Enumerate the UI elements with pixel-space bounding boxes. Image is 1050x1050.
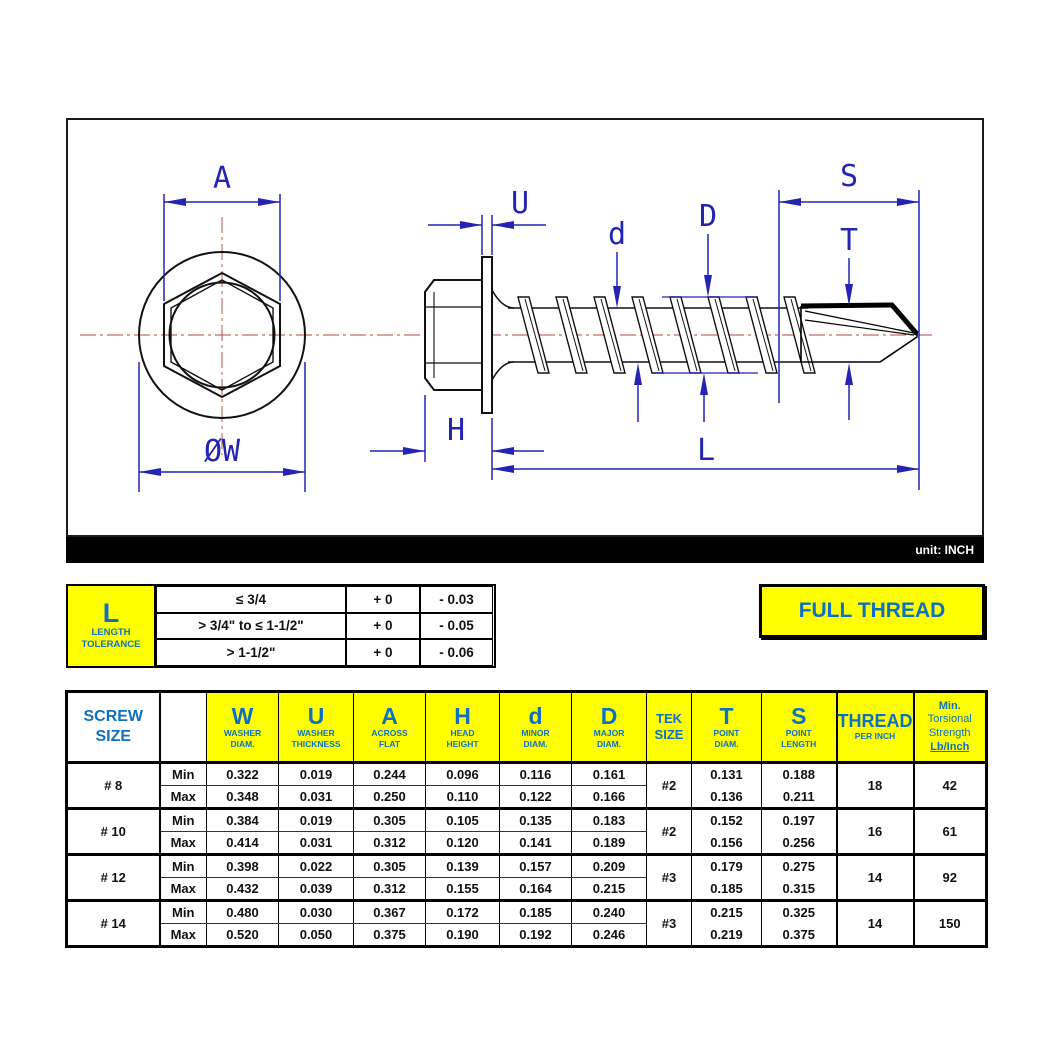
tolerance-letter: L	[102, 597, 120, 628]
value-u-min: 0.022	[279, 855, 354, 878]
value-t-min: 0.152	[692, 809, 762, 832]
spec-row-14-min	[67, 901, 987, 924]
tek-size: #2	[647, 763, 692, 809]
value-dmajor-max: 0.246	[572, 924, 647, 947]
value-t-max: 0.136	[692, 786, 762, 809]
value-u-min: 0.019	[279, 763, 354, 786]
label-point-diameter: T	[839, 223, 859, 258]
drill-point	[801, 305, 917, 362]
label-washer-thickness: U	[510, 186, 530, 221]
value-dminor-max: 0.122	[500, 786, 572, 809]
tolerance-plus: + 0	[346, 639, 420, 666]
value-s-min: 0.275	[762, 855, 837, 878]
spec-table-wrap	[65, 690, 988, 948]
length-tolerance-table	[66, 584, 496, 668]
value-a-min: 0.305	[354, 855, 426, 878]
screw-dimension-diagram	[68, 120, 982, 535]
value-h-min: 0.139	[426, 855, 500, 878]
value-s-min: 0.197	[762, 809, 837, 832]
header-point-diam: T POINT DIAM.	[692, 692, 762, 763]
torsional-strength: 92	[914, 855, 987, 901]
value-a-max: 0.312	[354, 878, 426, 901]
value-w-max: 0.414	[207, 832, 279, 855]
value-h-max: 0.190	[426, 924, 500, 947]
value-t-min: 0.215	[692, 901, 762, 924]
value-t-max: 0.219	[692, 924, 762, 947]
spec-row-10-min	[67, 809, 987, 832]
screw-size: # 10	[67, 809, 160, 855]
value-s-min: 0.325	[762, 901, 837, 924]
spec-header-row	[67, 692, 987, 763]
value-s-max: 0.375	[762, 924, 837, 947]
value-u-max: 0.039	[279, 878, 354, 901]
value-u-max: 0.031	[279, 832, 354, 855]
header-washer-diam: W WASHER DIAM.	[207, 692, 279, 763]
value-t-min: 0.131	[692, 763, 762, 786]
tolerance-minus: - 0.03	[420, 586, 493, 613]
screw-size: # 14	[67, 901, 160, 947]
header-minor-diam: d MINOR DIAM.	[500, 692, 572, 763]
tolerance-minus: - 0.06	[420, 639, 493, 666]
value-h-max: 0.110	[426, 786, 500, 809]
value-w-max: 0.348	[207, 786, 279, 809]
tolerance-caption-2: TOLERANCE	[81, 639, 141, 651]
value-dmajor-min: 0.161	[572, 763, 647, 786]
value-u-min: 0.030	[279, 901, 354, 924]
value-a-max: 0.375	[354, 924, 426, 947]
value-dminor-min: 0.135	[500, 809, 572, 832]
value-t-max: 0.156	[692, 832, 762, 855]
header-thread-per-inch: THREAD PER INCH	[837, 692, 914, 763]
tolerance-caption-1: LENGTH	[91, 626, 131, 638]
tek-size: #3	[647, 901, 692, 947]
value-t-max: 0.185	[692, 878, 762, 901]
value-w-min: 0.384	[207, 809, 279, 832]
tolerance-range: > 3/4" to ≤ 1-1/2"	[156, 613, 346, 640]
value-dminor-min: 0.185	[500, 901, 572, 924]
value-h-min: 0.172	[426, 901, 500, 924]
torsional-strength: 42	[914, 763, 987, 809]
value-u-min: 0.019	[279, 809, 354, 832]
value-a-min: 0.305	[354, 809, 426, 832]
value-s-max: 0.256	[762, 832, 837, 855]
value-u-max: 0.050	[279, 924, 354, 947]
header-minmax-gap	[160, 692, 207, 763]
max-label: Max	[160, 924, 207, 947]
max-label: Max	[160, 832, 207, 855]
screw-size: # 12	[67, 855, 160, 901]
tek-size: #3	[647, 855, 692, 901]
header-tek-size: TEK SIZE	[647, 692, 692, 763]
screw-size: # 8	[67, 763, 160, 809]
value-h-max: 0.155	[426, 878, 500, 901]
value-dminor-max: 0.141	[500, 832, 572, 855]
max-label: Max	[160, 786, 207, 809]
min-label: Min	[160, 901, 207, 924]
label-overall-length: L	[696, 433, 716, 468]
header-point-length: S POINT LENGTH	[762, 692, 837, 763]
value-a-max: 0.250	[354, 786, 426, 809]
spec-row-12-min	[67, 855, 987, 878]
value-w-min: 0.398	[207, 855, 279, 878]
thread-per-inch: 14	[837, 855, 914, 901]
header-screw-size: SCREW SIZE	[67, 692, 160, 763]
header-major-diam: D MAJOR DIAM.	[572, 692, 647, 763]
header-torsional-strength: Min. Torsional Strength Lb/Inch	[914, 692, 987, 763]
value-w-min: 0.322	[207, 763, 279, 786]
label-across-flat: A	[212, 161, 232, 196]
label-point-length: S	[839, 159, 859, 194]
value-s-min: 0.188	[762, 763, 837, 786]
header-head-height: H HEAD HEIGHT	[426, 692, 500, 763]
max-label: Max	[160, 878, 207, 901]
value-dminor-max: 0.192	[500, 924, 572, 947]
value-dminor-min: 0.157	[500, 855, 572, 878]
value-dmajor-max: 0.215	[572, 878, 647, 901]
unit-bar: unit: INCH	[66, 537, 984, 563]
torsional-strength: 150	[914, 901, 987, 947]
value-w-min: 0.480	[207, 901, 279, 924]
tolerance-range: > 1-1/2"	[156, 639, 346, 666]
torsional-strength: 61	[914, 809, 987, 855]
value-dmajor-max: 0.166	[572, 786, 647, 809]
label-head-height: H	[446, 413, 466, 448]
value-h-min: 0.096	[426, 763, 500, 786]
value-w-max: 0.432	[207, 878, 279, 901]
label-major-diameter: D	[698, 199, 718, 234]
thread-per-inch: 16	[837, 809, 914, 855]
value-dmajor-max: 0.189	[572, 832, 647, 855]
value-h-min: 0.105	[426, 809, 500, 832]
value-s-max: 0.315	[762, 878, 837, 901]
value-a-min: 0.367	[354, 901, 426, 924]
min-label: Min	[160, 809, 207, 832]
header-across-flat: A ACROSS FLAT	[354, 692, 426, 763]
value-u-max: 0.031	[279, 786, 354, 809]
min-label: Min	[160, 855, 207, 878]
tek-size: #2	[647, 809, 692, 855]
technical-drawing	[66, 118, 984, 537]
length-tolerance-header	[68, 586, 156, 666]
full-thread-badge: FULL THREAD	[759, 584, 985, 638]
spec-table	[65, 690, 988, 948]
value-w-max: 0.520	[207, 924, 279, 947]
thread-per-inch: 14	[837, 901, 914, 947]
value-a-max: 0.312	[354, 832, 426, 855]
header-washer-thickness: U WASHER THICKNESS	[279, 692, 354, 763]
value-h-max: 0.120	[426, 832, 500, 855]
thread-per-inch: 18	[837, 763, 914, 809]
value-dminor-max: 0.164	[500, 878, 572, 901]
value-dminor-min: 0.116	[500, 763, 572, 786]
min-label: Min	[160, 763, 207, 786]
value-t-min: 0.179	[692, 855, 762, 878]
value-dmajor-min: 0.183	[572, 809, 647, 832]
label-washer-diameter: ØW	[203, 434, 241, 469]
spec-row-8-min	[67, 763, 987, 786]
value-s-max: 0.211	[762, 786, 837, 809]
value-a-min: 0.244	[354, 763, 426, 786]
tolerance-range: ≤ 3/4	[156, 586, 346, 613]
value-dmajor-min: 0.240	[572, 901, 647, 924]
tolerance-plus: + 0	[346, 613, 420, 640]
tolerance-minus: - 0.05	[420, 613, 493, 640]
label-minor-diameter: d	[607, 217, 627, 252]
value-dmajor-min: 0.209	[572, 855, 647, 878]
tolerance-plus: + 0	[346, 586, 420, 613]
